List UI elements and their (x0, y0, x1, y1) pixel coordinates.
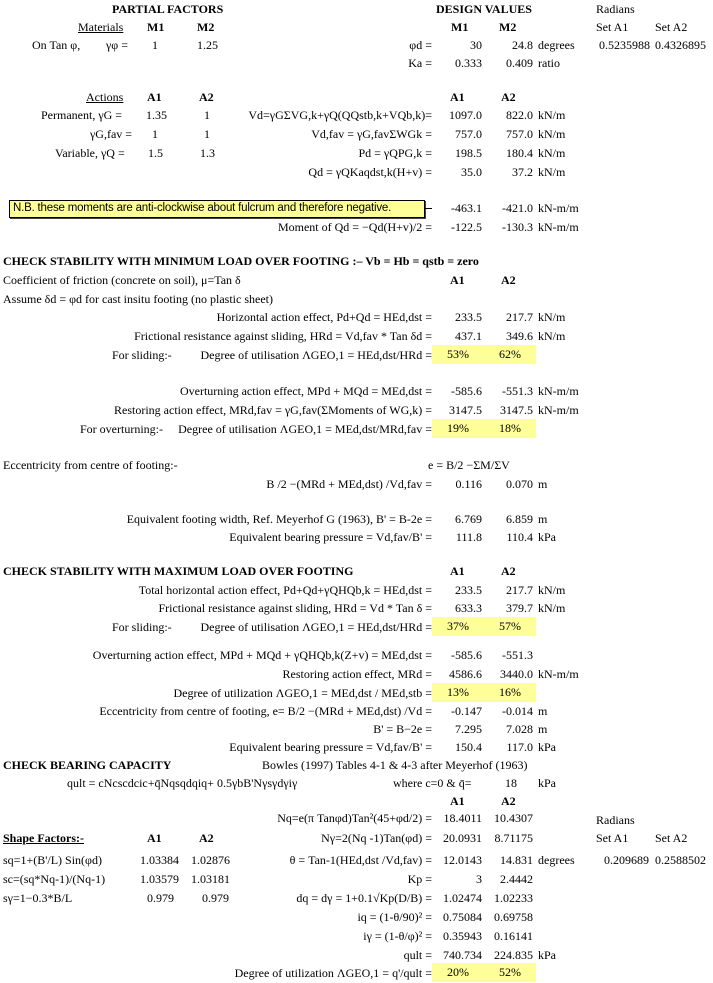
max-utilization-a1: 13% (432, 683, 484, 702)
min-bearing-label: Equivalent bearing pressure = Vd,fav/B' = (229, 530, 432, 544)
ka-label: Ka = (408, 56, 432, 70)
min-overturning-label: Overturning action effect, MPd + MQd = MEd,dst = (179, 384, 432, 398)
sgamma-a2: 0.979 (202, 891, 229, 905)
vdfav-a2: 757.0 (506, 127, 533, 141)
bearing-reference: Bowles (1997) Tables 4-1 & 4-3 after Meyerhof (1963) (262, 758, 528, 772)
min-load-title: CHECK STABILITY WITH MINIMUM LOAD OVER FOOTING :– Vb = Hb = qstb = zero (3, 254, 479, 268)
nq-a2: 10.4307 (494, 811, 533, 825)
min-equiv-width-unit: m (538, 512, 548, 526)
max-utilization-label: Degree of utilization ΛGEO,1 = MEd,dst / MEd,stb = (173, 686, 432, 700)
min-equiv-width-a1: 6.769 (455, 512, 482, 526)
max-bearing-a1: 150.4 (455, 740, 482, 754)
gfav-a2: 1 (204, 127, 210, 141)
theta-label: θ = Tan-1(HEd,dst /Vd,fav) = (289, 853, 432, 867)
qult-a1: 740.734 (443, 948, 482, 962)
bearing-a2-header: A2 (501, 794, 516, 808)
min-sliding-a2: 62% (484, 345, 536, 364)
m2-header: M2 (197, 20, 215, 34)
materials-header: Materials (78, 20, 124, 34)
max-sliding-prefix: For sliding:- (112, 620, 172, 634)
min-eccentricity-a2: 0.070 (506, 477, 533, 491)
min-bearing-a1: 111.8 (455, 530, 482, 544)
ontan-m2: 1.25 (197, 38, 218, 52)
min-bearing-a2: 110.4 (506, 530, 533, 544)
radians-value-a1-2: 0.209689 (604, 853, 649, 867)
qd-unit: kN/m (538, 165, 566, 179)
max-restoring-a1: 4586.6 (449, 667, 482, 681)
max-restoring-unit: kN-m/m (538, 667, 579, 681)
moment-q-a2: -130.3 (502, 220, 533, 234)
radians-value-a1-1: 0.5235988 (599, 38, 650, 52)
iq-a1: 0.75084 (443, 910, 482, 924)
max-bearing-unit: kPa (538, 740, 556, 754)
iq-label: iq = (1-θ/90)² = (357, 910, 432, 924)
sc-a2: 1.03181 (191, 872, 230, 886)
max-friction-label: Frictional resistance against sliding, HRd = Vd * Tan δ = (158, 601, 432, 615)
radians-seta1-header-1: Set A1 (596, 20, 629, 34)
max-sliding-a1: 37% (432, 617, 484, 636)
max-restoring-a2: 3440.0 (500, 667, 533, 681)
eccentricity-label: Eccentricity from centre of footing:- (3, 458, 178, 472)
dq-label: dq = dγ = 1+0.1√Kp(D/B) = (296, 891, 432, 905)
kp-a2: 2.4442 (500, 872, 533, 886)
max-sliding-a2: 57% (484, 617, 536, 636)
max-bprime-a1: 7.295 (455, 722, 482, 736)
permanent-label: Permanent, γG = (41, 108, 123, 122)
permanent-a1: 1.35 (146, 108, 167, 122)
pd-a2: 180.4 (506, 146, 533, 160)
design-m2-header: M2 (499, 20, 517, 34)
iq-a2: 0.69758 (494, 910, 533, 924)
max-horizontal-a1: 233.5 (455, 583, 482, 597)
max-a2-header: A2 (501, 564, 516, 578)
vdfav-a1: 757.0 (455, 127, 482, 141)
min-a1-header: A1 (450, 273, 465, 287)
sq-label: sq=1+(B'/L) Sin(φd) (3, 853, 102, 867)
shape-factors-title: Shape Factors:- (3, 831, 84, 845)
qbar-unit: kPa (538, 776, 556, 790)
sgamma-label: sγ=1−0.3*B/L (3, 891, 73, 905)
ngamma-a1: 20.0931 (443, 831, 482, 845)
bearing-capacity-title: CHECK BEARING CAPACITY (3, 758, 172, 772)
max-restoring-label: Restoring action effect, MRd = (282, 667, 432, 681)
gfav-a1: 1 (152, 127, 158, 141)
variable-label: Variable, γQ = (55, 146, 125, 160)
nq-label: Nq=e(π Tanφd)Tan²(45+φd/2) = (277, 811, 432, 825)
bearing-a1-header: A1 (450, 794, 465, 808)
radians-seta2-header-2: Set A2 (655, 831, 688, 845)
sgamma-a1: 0.979 (147, 891, 174, 905)
min-restoring-label: Restoring action effect, MRd,fav = γG,fav(ΣMoments of WG,k) = (114, 403, 432, 417)
igamma-a2: 0.16141 (494, 929, 533, 943)
min-sliding-prefix: For sliding:- (112, 348, 172, 362)
moments-note-text: N.B. these moments are anti-clockwise about fulcrum and therefore negative. (13, 202, 392, 214)
min-friction-unit: kN/m (538, 329, 566, 343)
ontan-label: On Tan φ, (32, 38, 81, 52)
min-restoring-unit: kN-m/m (538, 403, 579, 417)
variable-a2: 1.3 (200, 146, 215, 160)
bearing-utilization-a1: 20% (432, 963, 484, 982)
dq-a1: 1.02474 (443, 891, 482, 905)
qult-a2: 224.835 (494, 948, 533, 962)
qult-unit: kPa (538, 948, 556, 962)
design-values-title: DESIGN VALUES (436, 2, 532, 16)
kp-label: Kp = (407, 872, 432, 886)
pd-label: Pd = γQPG,k = (358, 146, 432, 160)
max-overturning-a2: -551.3 (502, 648, 533, 662)
a1-header: A1 (147, 90, 162, 104)
max-eccentricity-label: Eccentricity from centre of footing, e= B/2 −(MRd + MEd,dst) /Vd = (99, 704, 432, 718)
min-friction-a1: 437.1 (455, 329, 482, 343)
qd-a2: 37.2 (512, 165, 533, 179)
max-bprime-label: B' = B−2e = (373, 722, 432, 736)
min-overturning-util-a2: 18% (484, 419, 536, 438)
max-eccentricity-a1: -0.147 (451, 704, 482, 718)
max-eccentricity-unit: m (538, 704, 548, 718)
ngamma-a2: 8.71175 (494, 831, 533, 845)
vd-a1: 1097.0 (449, 108, 482, 122)
design-a2-header: A2 (501, 90, 516, 104)
max-load-title: CHECK STABILITY WITH MAXIMUM LOAD OVER FOOTING (3, 564, 354, 578)
min-friction-a2: 349.6 (506, 329, 533, 343)
min-sliding-label: Degree of utilisation ΛGEO,1 = HEd,dst/HRd = (200, 348, 432, 362)
max-bearing-label: Equivalent bearing pressure = Vd,fav/B' = (229, 740, 432, 754)
bearing-utilization-a2: 52% (484, 963, 536, 982)
vd-a2: 822.0 (506, 108, 533, 122)
theta-unit: degrees (538, 853, 575, 867)
radians-value-a2-2: 0.2588502 (655, 853, 706, 867)
phi-d-label: φd = (409, 38, 432, 52)
theta-a2: 14.831 (500, 853, 533, 867)
ka-m1: 0.333 (455, 56, 482, 70)
radians-value-a2-1: 0.4326895 (655, 38, 706, 52)
moment-a1: -463.1 (451, 201, 482, 215)
min-overturning-util-a1: 19% (432, 419, 484, 438)
shape-a2-header: A2 (199, 831, 214, 845)
eccentricity-formula: e = B/2 −ΣM/ΣV (428, 458, 510, 472)
max-friction-a1: 633.3 (455, 601, 482, 615)
ka-m2: 0.409 (506, 56, 533, 70)
max-overturning-a1: -585.6 (451, 648, 482, 662)
qbar-value: 18 (505, 776, 517, 790)
phi-d-m2: 24.8 (512, 38, 533, 52)
max-overturning-label: Overturning action effect, MPd + MQd + γQHQb,k(Z+v) = MEd,dst = (92, 648, 432, 662)
permanent-a2: 1 (204, 108, 210, 122)
phi-d-m1: 30 (470, 38, 482, 52)
sq-a2: 1.02876 (191, 853, 230, 867)
a2-header: A2 (199, 90, 214, 104)
vd-unit: kN/m (538, 108, 566, 122)
min-overturning-util-label: Degree of utilisation ΛGEO,1 = MEd,dst/MRd,fav = (178, 422, 432, 436)
qd-a1: 35.0 (461, 165, 482, 179)
qult-formula: qult = cNcscdcic+q̄Nqsqdqiq+ 0.5γbB'Nγsγdγiγ (67, 776, 298, 790)
max-bprime-a2: 7.028 (506, 722, 533, 736)
min-eccentricity-label: B /2 −(MRd + MEd,dst) /Vd,fav = (266, 477, 432, 491)
max-friction-unit: kN/m (538, 601, 566, 615)
radians-seta1-header-2: Set A1 (596, 831, 629, 845)
igamma-label: iγ = (1-θ/φ)² = (363, 929, 432, 943)
friction-coefficient: Coefficient of friction (concrete on soil), μ=Tan δ (3, 273, 241, 287)
moment-a2: -421.0 (502, 201, 533, 215)
max-sliding-label: Degree of utilisation ΛGEO,1 = HEd,dst/HRd = (200, 620, 432, 634)
max-horizontal-a2: 217.7 (506, 583, 533, 597)
bearing-utilization-label: Degree of utilization ΛGEO,1 = q'/qult = (234, 966, 432, 980)
min-a2-header: A2 (501, 273, 516, 287)
nq-a1: 18.4011 (443, 811, 482, 825)
vd-label: Vd=γGΣVG,k+γQ(QQstb,k+VQb,k)= (248, 108, 432, 122)
ka-unit: ratio (538, 56, 560, 70)
sc-a1: 1.03579 (140, 872, 179, 886)
min-restoring-a2: 3147.5 (500, 403, 533, 417)
partial-factors-title: PARTIAL FACTORS (112, 2, 224, 16)
shape-a1-header: A1 (147, 831, 162, 845)
sc-label: sc=(sq*Nq-1)/(Nq-1) (3, 872, 106, 886)
radians-title-2: Radians (596, 813, 635, 827)
note-pointer-line (424, 208, 432, 209)
radians-seta2-header-1: Set A2 (655, 20, 688, 34)
max-a1-header: A1 (450, 564, 465, 578)
min-overturning-a1: -585.6 (451, 384, 482, 398)
design-m1-header: M1 (451, 20, 469, 34)
min-overturning-unit: kN-m/m (538, 384, 579, 398)
qult-label: qult = (403, 948, 432, 962)
radians-title-1: Radians (596, 2, 635, 16)
sq-a1: 1.03384 (140, 853, 179, 867)
min-equiv-width-a2: 6.859 (506, 512, 533, 526)
min-horizontal-a2: 217.7 (506, 310, 533, 324)
moment-q-a1: -122.5 (451, 220, 482, 234)
m1-header: M1 (147, 20, 165, 34)
min-restoring-a1: 3147.5 (449, 403, 482, 417)
qd-label: Qd = γQKaqdst,k(H+v) = (308, 165, 432, 179)
vdfav-unit: kN/m (538, 127, 566, 141)
pd-a1: 198.5 (455, 146, 482, 160)
where-label: where c=0 & q̄= (393, 776, 472, 790)
assume-note: Assume δd = φd for cast insitu footing (no plastic sheet) (3, 292, 273, 306)
actions-header: Actions (86, 90, 124, 104)
min-overturning-prefix: For overturning:- (80, 422, 163, 436)
min-horizontal-label: Horizontal action effect, Pd+Qd = HEd,dst = (216, 310, 432, 324)
gfav-label: γG,fav = (90, 127, 133, 141)
max-friction-a2: 379.7 (506, 601, 533, 615)
min-equiv-width-label: Equivalent footing width, Ref. Meyerhof G (1963), B' = B-2e = (126, 512, 432, 526)
igamma-a1: 0.35943 (443, 929, 482, 943)
phi-d-unit: degrees (538, 38, 575, 52)
max-horizontal-unit: kN/m (538, 583, 566, 597)
theta-a1: 12.0143 (443, 853, 482, 867)
ngamma-label: Nγ=2(Nq -1)Tan(φd) = (321, 831, 432, 845)
min-horizontal-unit: kN/m (538, 310, 566, 324)
moment-q-label: Moment of Qd = −Qd(H+v)/2 = (277, 220, 432, 234)
min-horizontal-a1: 233.5 (455, 310, 482, 324)
max-utilization-a2: 16% (484, 683, 536, 702)
min-sliding-a1: 53% (432, 345, 484, 364)
min-eccentricity-unit: m (538, 477, 548, 491)
design-a1-header: A1 (450, 90, 465, 104)
min-overturning-a2: -551.3 (502, 384, 533, 398)
moment-unit: kN-m/m (538, 201, 579, 215)
variable-a1: 1.5 (148, 146, 163, 160)
moments-note (9, 200, 425, 218)
pd-unit: kN/m (538, 146, 566, 160)
min-bearing-unit: kPa (538, 530, 556, 544)
max-eccentricity-a2: -0.014 (502, 704, 533, 718)
kp-a1: 3 (476, 872, 482, 886)
min-eccentricity-a1: 0.116 (455, 477, 482, 491)
dq-a2: 1.02233 (494, 891, 533, 905)
vdfav-label: Vd,fav = γG,favΣWGk = (311, 127, 432, 141)
min-friction-label: Frictional resistance against sliding, HRd = Vd,fav * Tan δd = (134, 329, 432, 343)
max-bearing-a2: 117.0 (506, 740, 533, 754)
ontan-gamma: γφ = (106, 38, 128, 52)
max-horizontal-label: Total horizontal action effect, Pd+Qd+γQHQb,k = HEd,dst = (138, 583, 432, 597)
max-bprime-unit: m (538, 722, 548, 736)
moment-q-unit: kN-m/m (538, 220, 579, 234)
ontan-m1: 1 (152, 38, 158, 52)
